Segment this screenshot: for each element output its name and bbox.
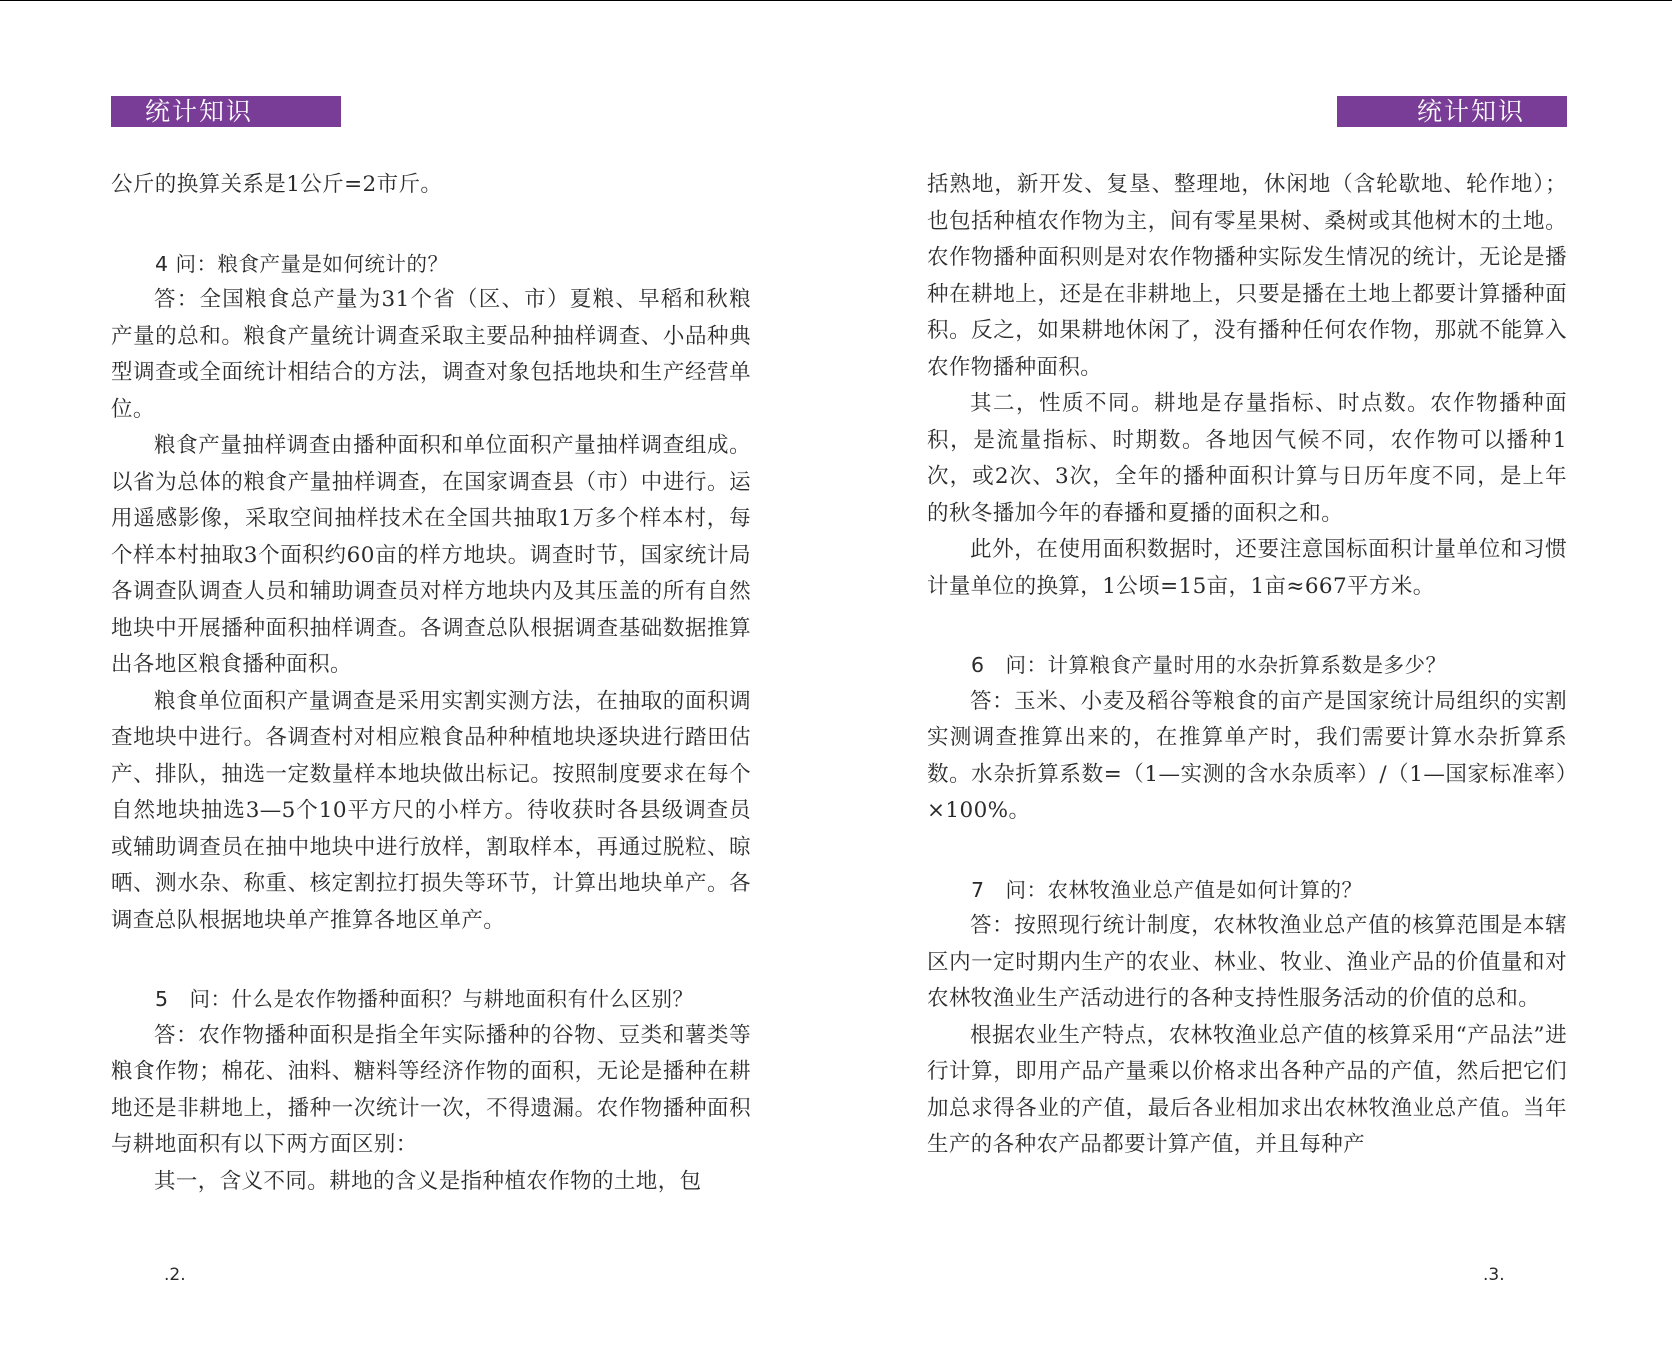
question-6-answer-paragraph-1: 答：玉米、小麦及稻谷等粮食的亩产是国家统计局组织的实割实测调查推算出来的，在推算单产时，我们需要计算水杂折算系数。水杂折算系数=（1—实测的含水杂质率）/（1—国家标准率）×100%。: [927, 688, 1567, 823]
intro-paragraph: 公斤的换算关系是1公斤=2市斤。: [111, 172, 443, 197]
right-page-content: [927, 167, 1567, 1164]
question-7-answer-paragraph-1: 答：按照现行统计制度，农林牧渔业总产值的核算范围是本辖区内一定时期内生产的农业、林业、牧业、渔业产品的价值量和对农林牧渔业生产活动进行的各种支持性服务活动的价值的总和。: [927, 913, 1567, 1011]
left-header-bar: [111, 96, 341, 127]
left-page-content: [111, 167, 751, 1200]
continued-paragraph-1: 括熟地，新开发、复垦、整理地，休闲地（含轮歇地、轮作地）；也包括种植农作物为主，间有零星果树、桑树或其他树木的土地。农作物播种面积则是对农作物播种实际发生情况的统计，无论是播种在耕地上，还是在非耕地上，只要是播在土地上都要计算播种面积。反之，如果耕地休闲了，没有播种任何农作物，那就不能算入农作物播种面积。: [927, 172, 1567, 380]
left-page: [111, 0, 751, 1353]
right-header-title: 统计知识: [1417, 97, 1526, 126]
question-4-answer-paragraph-3: 粮食单位面积产量调查是采用实割实测方法，在抽取的面积调查地块中进行。各调查村对相应粮食品种种植地块逐块进行踏田估产、排队，抽选一定数量样本地块做出标记。按照制度要求在每个自然地块抽选3—5个10平方尺的小样方。待收获时各县级调查员或辅助调查员在抽中地块中进行放样，割取样本，再通过脱粒、晾晒、测水杂、称重、核定割拉打损失等环节，计算出地块单产。各调查总队根据地块单产推算各地区单产。: [111, 688, 751, 933]
question-5-answer-paragraph-1: 答：农作物播种面积是指全年实际播种的谷物、豆类和薯类等粮食作物；棉花、油料、糖料等经济作物的面积，无论是播种在耕地还是非耕地上，播种一次统计一次，不得遗漏。农作物播种面积与耕地面积有以下两方面区别：: [111, 1022, 751, 1157]
question-6-heading: 6 问：计算粮食产量时用的水杂折算系数是多少？: [971, 653, 1447, 677]
left-header-title: 统计知识: [145, 97, 254, 126]
left-page-number: .2.: [164, 1265, 186, 1285]
right-page: [927, 0, 1567, 1353]
question-5-answer-paragraph-2: 其一，含义不同。耕地的含义是指种植农作物的土地，包: [154, 1168, 702, 1194]
question-7-heading: 7 问：农林牧渔业总产值是如何计算的？: [971, 877, 1363, 902]
continued-paragraph-2: 其二，性质不同。耕地是存量指标、时点数。农作物播种面积，是流量指标、时期数。各地因气候不同，农作物可以播种1次，或2次、3次，全年的播种面积计算与日历年度不同，是上年的秋冬播加今年的春播和夏播的面积之和。: [927, 391, 1567, 526]
question-7-answer-paragraph-2: 根据农业生产特点，农林牧渔业总产值的核算采用“产品法”进行计算，即用产品产量乘以价格求出各种产品的产值，然后把它们加总求得各业的产值，最后各业相加求出农林牧渔业总产值。当年生产的各种农产品都要计算产值，并且每种产: [927, 1022, 1567, 1157]
question-4-heading: 4 问：粮食产量是如何统计的？: [155, 251, 449, 276]
continued-paragraph-3: 此外，在使用面积数据时，还要注意国标面积计量单位和习惯计量单位的换算，1公顷=15亩，1亩≈667平方米。: [927, 537, 1567, 599]
right-page-number: .3.: [1483, 1265, 1505, 1285]
question-4-answer-paragraph-1: 答：全国粮食总产量为31个省（区、市）夏粮、早稻和秋粮产量的总和。粮食产量统计调查采取主要品种抽样调查、小品种典型调查或全面统计相结合的方法，调查对象包括地块和生产经营单位。: [111, 287, 751, 422]
question-5-heading: 5 问：什么是农作物播种面积？与耕地面积有什么区别？: [155, 987, 694, 1011]
right-header-bar: [1337, 96, 1567, 127]
question-4-answer-paragraph-2: 粮食产量抽样调查由播种面积和单位面积产量抽样调查组成。以省为总体的粮食产量抽样调查，在国家调查县（市）中进行。运用遥感影像，采取空间抽样技术在全国共抽取1万多个样本村，每个样本村抽取3个面积约60亩的样方地块。调查时节，国家统计局各调查队调查人员和辅助调查员对样方地块内及其压盖的所有自然地块中开展播种面积抽样调查。各调查总队根据调查基础数据推算出各地区粮食播种面积。: [111, 433, 751, 677]
